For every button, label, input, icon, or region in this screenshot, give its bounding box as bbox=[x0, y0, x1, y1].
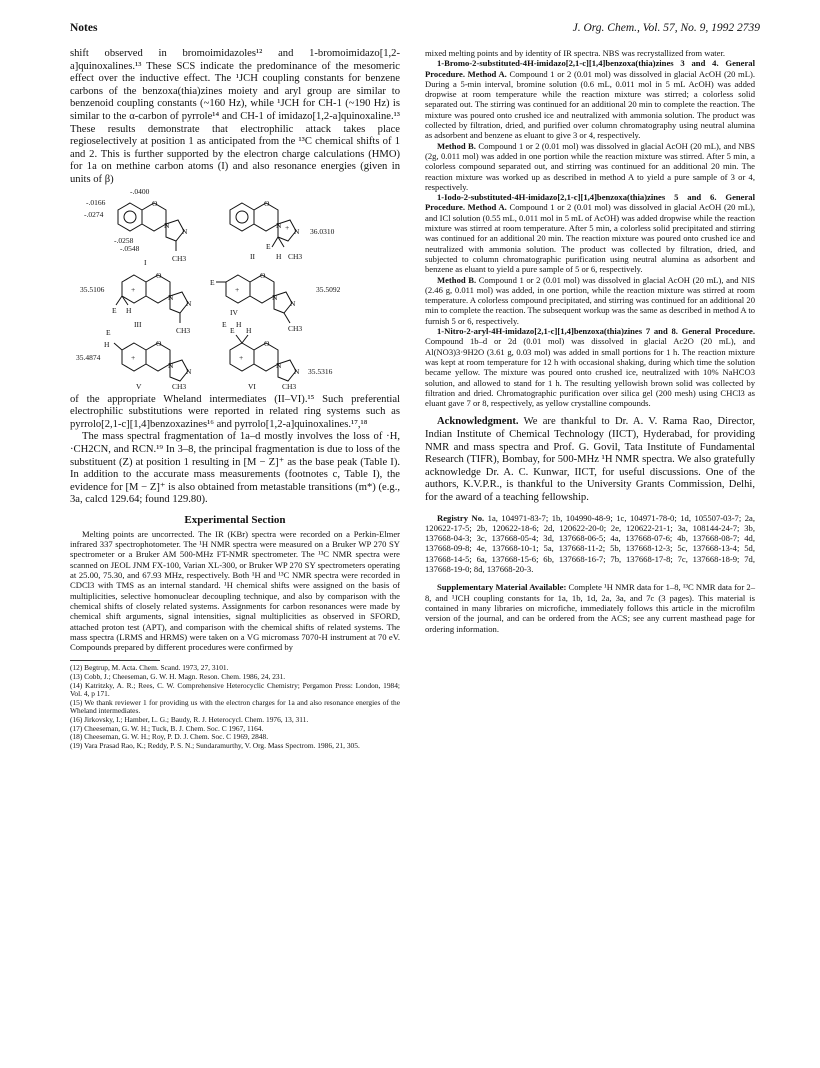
iodo-method-b bbox=[425, 275, 755, 326]
plus-3: + bbox=[131, 284, 136, 294]
footnote-19: (19) Vara Prasad Rao, K.; Reddy, P. S. N.; Sundaramurthy, V. Org. Mass Spectrom. 1986, 21, 305. bbox=[70, 740, 360, 750]
iodo-heading: 1-Iodo-2-substituted-4H-imidazo[2,1-c][1,4]benzoxa(thia)zines 5 and 6. General Procedure. Method A. bbox=[425, 192, 755, 213]
label-II: II bbox=[250, 251, 255, 261]
atom-h-4: H bbox=[236, 319, 242, 329]
charge-4: -.0258 bbox=[114, 235, 134, 245]
footnote-17: (17) Cheeseman, G. W. H.; Tuck, B. J. Chem. Soc. C 1967, 1164. bbox=[70, 723, 264, 733]
iodo-method-b-heading: Method B. bbox=[437, 274, 477, 285]
iodo-method-b-body: Compound 1 or 2 (0.01 mol) was dissolved in glacial AcOH (20 mL), and NIS (2.46 g, 0.011 mol) was added, in one portion, while the reaction mixture was stirred at room temperature. A colorless compound precipitated, and stirring was continued for an additional 20 min to complete the reaction. The subsequent workup was the same as described in method A to furnish 5 or 6, respectively. bbox=[425, 274, 755, 326]
atom-n-4b: N bbox=[290, 298, 296, 308]
atom-n-5b: N bbox=[186, 366, 192, 376]
atom-e-4b: E bbox=[222, 319, 227, 329]
atom-h-6: H bbox=[246, 325, 252, 335]
acknowledgment-heading: Acknowledgment. bbox=[437, 416, 519, 428]
iodo-procedure bbox=[425, 192, 755, 274]
atom-n-5a: N bbox=[168, 360, 174, 370]
atom-e-3: E bbox=[112, 305, 117, 315]
bromo-method-b bbox=[425, 141, 755, 192]
atom-ch3-5: CH3 bbox=[172, 381, 187, 391]
supplementary-body: Complete ¹H NMR data for 1–8, ¹³C NMR data for 2–8, and ¹JCH coupling constants for 1a, 1b, 1d, 2a, 3a, and 7c (3 pages). This material is contained in many libraries on microfiche, immediately follows this article in the microfilm version of the journal, and can be ordered from the ACS; see any current masthead page for ordering information. bbox=[425, 582, 755, 634]
bromo-method-b-heading: Method B. bbox=[437, 140, 476, 151]
atom-o-5: O bbox=[156, 338, 162, 348]
registry-numbers bbox=[425, 513, 755, 575]
left-paragraph-3: The mass spectral fragmentation of 1a–d mostly involves the loss of ·H, ·CH2CN, and RCN.¹⁹ In 3–8, the principal fragmentation is due to loss of the substituent (Z) at position 1 resulting in [M − Z]⁺ as the base peak (Table I). In addition to the accurate mass measurements (footnotes c, Table I), the evidence for [M − Z]⁺ is also obtained from metastable transitions (m*) (e.g., 3a, calcd 129.64; found 129.80). bbox=[70, 431, 400, 506]
registry-body: 1a, 104971-83-7; 1b, 104990-48-9; 1c, 104971-78-0; 1d, 105507-03-7; 2a, 120622-17-5; 2b, 120622-18-6; 2d, 120622-20-0; 2e, 120622-21-1; 3a, 108144-24-7; 3b, 137668-04-3; 3c, 137668-05-4; 3d, 137668-06-5; 4a, 137668-07-6; 4b, 137668-08-7; 4d, 137668-09-8; 4e, 137668-10-1; 5a, 137668-11-2; 5b, 137668-12-3; 5c, 137668-13-4; 5d, 137668-14-5; 6a, 137668-15-6; 6b, 137668-16-7; 7b, 137668-17-8; 7c, 137668-18-9; 7d, 137668-19-0; 8d, 137668-20-3. bbox=[425, 512, 755, 575]
atom-ch3-6: CH3 bbox=[282, 381, 297, 391]
atom-o-3: O bbox=[156, 270, 162, 280]
atom-n-2a: N bbox=[276, 220, 282, 230]
plus-6: + bbox=[239, 352, 244, 362]
label-IV: IV bbox=[230, 307, 238, 317]
header-section: Notes bbox=[70, 22, 98, 34]
atom-h-5: H bbox=[104, 339, 110, 349]
energy-IV: 35.5092 bbox=[316, 284, 341, 294]
structure-V bbox=[114, 343, 188, 381]
registry-heading: Registry No. bbox=[437, 512, 485, 523]
supplementary-material bbox=[425, 582, 755, 633]
footnote-rule bbox=[70, 660, 160, 661]
iodo-body: Compound 1 or 2 (0.01 mol) was dissolved in glacial AcOH (20 mL), and ICl solution (0.55 mL, 0.011 mol in 5 mL of AcOH) was added dropwise while the reaction mixture was stirred at room temperature. After 5 min, a colorless solid precipitated and stirring was continued for an additional 20 min. The reaction mixture was poured onto crushed ice and neutralized with ammonia solution. The product was collected by filtration, dried, and subjected to column chromatographic purification using neutral alumina as adsorbent and benzene as eluant to yield a pure sample of 5 or 6, respectively. bbox=[425, 202, 755, 275]
atom-ch3-1: CH3 bbox=[172, 253, 187, 263]
header-journal: J. Org. Chem., Vol. 57, No. 9, 1992 2739 bbox=[572, 22, 760, 34]
atom-o-6: O bbox=[264, 338, 270, 348]
structure-IV bbox=[216, 275, 292, 323]
label-VI: VI bbox=[248, 381, 256, 391]
footnote-18: (18) Cheeseman, G. W. H.; Roy, P. D. J. Chem. Soc. C 1969, 2848. bbox=[70, 732, 269, 742]
atom-h-3: H bbox=[126, 305, 132, 315]
atom-n-2b: N bbox=[294, 226, 300, 236]
atom-ch3-4: CH3 bbox=[288, 323, 303, 333]
label-V: V bbox=[136, 381, 142, 391]
bromo-heading: 1-Bromo-2-substituted-4H-imidazo[2,1-c][1,4]benzoxa(thia)zines 3 and 4. General Procedure. Method A. bbox=[425, 58, 755, 79]
atom-n-6a: N bbox=[276, 360, 282, 370]
left-column bbox=[70, 48, 400, 750]
footnote-16: (16) Jirkovsky, I.; Hamber, L. G.; Baudy, R. J. Heterocycl. Chem. 1976, 13, 311. bbox=[70, 715, 309, 724]
experimental-heading: Experimental Section bbox=[184, 513, 286, 526]
structure-III bbox=[116, 275, 188, 323]
atom-n-3a: N bbox=[168, 292, 174, 302]
running-header bbox=[70, 22, 760, 38]
plus-4: + bbox=[235, 284, 240, 294]
nitro-procedure bbox=[425, 326, 755, 408]
energy-V: 35.4874 bbox=[76, 352, 101, 362]
label-I: I bbox=[144, 257, 147, 267]
atom-ch3-2: CH3 bbox=[288, 251, 303, 261]
charge-2: -.0166 bbox=[86, 197, 106, 207]
right-paragraph-1: mixed melting points and by identity of IR spectra. NBS was recrystallized from water. bbox=[425, 48, 725, 58]
charge-1: -.0400 bbox=[130, 188, 150, 196]
atom-n-1a: N bbox=[164, 220, 170, 230]
footnote-12: (12) Begtrup, M. Acta. Chem. Scand. 1973, 27, 3101. bbox=[70, 663, 229, 673]
atom-ch3-3: CH3 bbox=[176, 325, 191, 335]
bromo-body: Compound 1 or 2 (0.01 mol) was dissolved in glacial AcOH (20 mL). During a 5-min interval, bromine solution (0.6 mL, 0.011 mol in 5 mL AcOH) was added dropwise at room temperature while the reaction mixture was stirred; a colorless solid separated out. The stirring was continued for an additional 20 min to complete the reaction. The mixture was poured onto crushed ice and neutralized with ammonia solution. The product was collected by filtration, dried, and purified over column chromatography using neutral alumina as adsorbent and benzene as eluant to give 3 or 4, respectively. bbox=[425, 68, 755, 141]
plus-5: + bbox=[131, 352, 136, 362]
footnote-14: (14) Katritzky, A. R.; Rees, C. W. Comprehensive Heterocyclic Chemistry; Pergamon Press: London, 1984; Vol. 4, p 171. bbox=[70, 680, 400, 699]
charge-3: -.0274 bbox=[84, 209, 104, 219]
atom-n-1b: N bbox=[182, 226, 188, 236]
atom-o-2: O bbox=[264, 198, 270, 208]
structures-svg bbox=[70, 189, 400, 391]
atom-o-1: O bbox=[152, 198, 158, 208]
atom-n-4a: N bbox=[272, 292, 278, 302]
label-III: III bbox=[134, 319, 142, 329]
experimental-paragraph: Melting points are uncorrected. The IR (KBr) spectra were recorded on a Perkin-Elmer infrared 337 spectrophotometer. The ¹H NMR spectra were measured on a Bruker WP 270 SY spectrometer or a Bruker AM 500-MHz FT-NMR spectrometer. The ¹³C NMR spectra were scanned on JEOL JNM FX-100, Varian XL-300, or Bruker WP 270 SY spectrometers operating at 25.00, 75.30, and 67.93 MHz, respectively. Both ¹H and ¹³C NMR spectra were recorded in CDCl3 with TMS as an internal standard. ¹H chemical shifts were assigned on the basis of multiplicities, selective homonuclear decoupling technique, and also by comparison with the chemical shifts of closely related systems. Assignments for carbon resonances were made by chemical shift arguments, signal intensities, signal multiplicities as observed in SFORD, attached proton test (APT), and comparison with the chemical shifts of related systems. The mass spectra (LRMS and HRMS) were taken on a VG micromass 7070-H instrument at 70 eV. Compounds prepared by different procedures were confirmed by bbox=[70, 528, 400, 653]
atom-e-2: E bbox=[266, 241, 271, 251]
nitro-heading: 1-Nitro-2-aryl-4H-imidazo[2,1-c][1,4]benzoxa(thia)zines 7 and 8. General Procedure. bbox=[437, 326, 755, 337]
charge-5: -.0548 bbox=[120, 243, 140, 253]
atom-h-2: H bbox=[276, 251, 282, 261]
footnote-13: (13) Cobb, J.; Cheeseman, G. W. H. Magn. Reson. Chem. 1986, 24, 231. bbox=[70, 672, 286, 682]
energy-III: 35.5106 bbox=[80, 284, 105, 294]
bromo-procedure bbox=[425, 58, 755, 140]
atom-e-6: E bbox=[230, 325, 235, 335]
acknowledgment-body: We are thankful to Dr. A. V. Rama Rao, Director, Indian Institute of Chemical Technology (IICT), Hyderabad, for providing NMR and mass spectra and Prof. G. Govil, Tata Institute of Fundamental Research (TIFR), Bombay, for 500-MHz ¹H NMR spectra. We also gratefully acknowledge Dr. A. C. Kunwar, IICT, for useful discussions. One of the authors, K.V.P.R., is thankful to the University Grants Commission, Delhi, for the award of a teaching fellowship. bbox=[425, 416, 755, 503]
supplementary-heading: Supplementary Material Available: bbox=[437, 582, 567, 593]
footnote-15: (15) We thank reviewer 1 for providing us with the electron charges for 1a and also resonance energies of the Wheland intermediates. bbox=[70, 697, 400, 716]
atom-n-6b: N bbox=[294, 366, 300, 376]
left-paragraph-1: shift observed in bromoimidazoles¹² and 1-bromoimidazo[1,2-a]quinoxalines.¹³ These SCS indicate the predominance of the mesomeric effect over the inductive effect. The ¹JCH coupling constants for benzene carbons of the benzoxa(thia)zines moiety and aryl group are similar to benzenoid coupling constants (~160 Hz), while ¹JCH for CH-1 (~190 Hz) is similar to the α-carbon of pyrrole¹⁴ and CH-1 of imidazo[1,2-a]quinoxaline.¹³ These results demonstrate that electrophilic attack takes place regioselectively at position 1 as anticipated from the ¹³C chemical shifts of 1 and 2. This is further supported by the electron charge calculations (HMO) for 1a on methine carbon atoms (I) and also resonance energies (given in units of β) bbox=[70, 48, 400, 185]
atom-e-4: E bbox=[210, 277, 215, 287]
atom-e-5: E bbox=[106, 327, 111, 337]
wheland-figure bbox=[70, 189, 400, 391]
plus-2: + bbox=[285, 222, 290, 232]
atom-o-4: O bbox=[260, 270, 266, 280]
acknowledgment bbox=[425, 416, 755, 504]
footnotes bbox=[70, 664, 400, 750]
energy-VI: 35.5316 bbox=[308, 366, 333, 376]
nitro-body: Compound 1b–d or 2d (0.01 mol) was dissolved in glacial Ac2O (20 mL), and Al(NO3)3·9H2O (3.61 g, 0.03 mol) was added in small portions for 1 h. The reaction mixture was kept at room temperature for 12 h with occasional shaking, during which time the solution became yellow. The mixture was poured onto crushed ice, neutralized with 10% NaHCO3 solution, and allowed to stand for 1 h. The resulting yellowish brown solid was collected by filtration and dried. Chromatographic purification over silica gel (200 mesh) using CHCl3 as eluant gave 7 or 8, respectively, as yellow crystalline compounds. bbox=[425, 336, 755, 409]
bromo-method-b-body: Compound 1 or 2 (0.01 mol) was dissolved in glacial AcOH (20 mL), and NBS (2g, 0.011 mol) was added in one portion while the reaction mixture was stirred. After 5 min, a colorless compound separated out, and stirring was continued for an additional 20 min. The reaction mixture was worked up as described in method A to yield a pure sample of 3 or 4, respectively. bbox=[425, 140, 756, 192]
right-column bbox=[425, 48, 755, 634]
atom-n-3b: N bbox=[186, 298, 192, 308]
energy-II: 36.0310 bbox=[310, 226, 335, 236]
left-paragraph-2: of the appropriate Wheland intermediates (II–VI).¹⁵ Such preferential electrophilic substitutions were reported in related ring systems such as pyrrolo[2,1-c][1,4]benzoxazines¹⁶ and pyrrolo[1,2-a]quinoxalines.¹⁷,¹⁸ bbox=[70, 393, 400, 430]
